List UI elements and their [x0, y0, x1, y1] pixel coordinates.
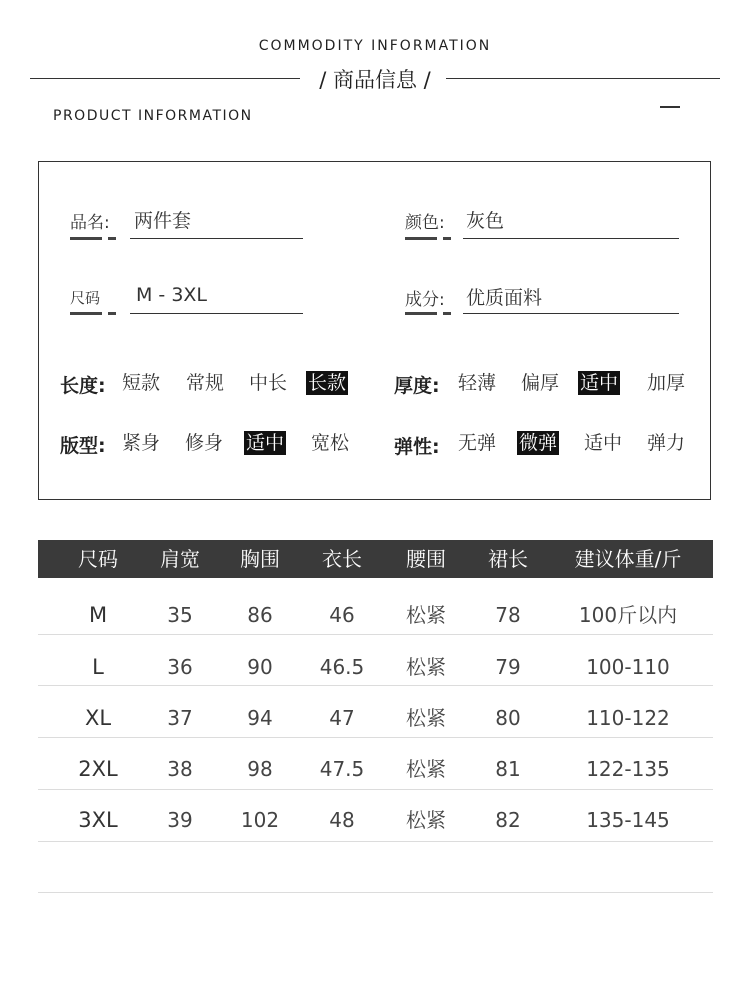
- length-option-short: 短款: [122, 372, 161, 394]
- table-cell-chest: 98: [247, 757, 273, 781]
- table-cell-weight: 100斤以内: [578, 603, 678, 627]
- elasticity-option-none: 无弹: [458, 432, 497, 454]
- table-cell-shoulder: 35: [167, 603, 193, 627]
- table-cell-skirt-length: 79: [495, 655, 521, 679]
- color-value: 灰色: [466, 210, 505, 232]
- table-cell-weight: 100-110: [586, 655, 670, 679]
- length-option-regular: 常规: [186, 372, 225, 394]
- table-row-divider: [38, 841, 713, 842]
- thickness-option-thin: 轻薄: [458, 372, 497, 394]
- name-underline: [130, 238, 303, 239]
- table-cell-chest: 94: [247, 706, 273, 730]
- color-label: 颜色:: [405, 213, 445, 233]
- table-cell-skirt-length: 80: [495, 706, 521, 730]
- thickness-option-thick: 加厚: [647, 372, 686, 394]
- size-table-header-shoulder: 肩宽: [160, 547, 200, 571]
- table-cell-waist: 松紧: [406, 706, 446, 730]
- thickness-option-thicker: 偏厚: [521, 372, 560, 394]
- length-option-mid: 中长: [249, 372, 288, 394]
- fit-option-slim: 修身: [185, 432, 224, 454]
- size-table-header-top-length: 衣长: [322, 547, 362, 571]
- table-row-divider: [38, 685, 713, 686]
- elasticity-label: 弹性:: [394, 436, 440, 458]
- size-value: M - 3XL: [136, 284, 208, 306]
- length-label: 长度:: [60, 375, 106, 397]
- size-label-mark: [70, 312, 102, 315]
- fit-option-loose: 宽松: [311, 432, 350, 454]
- header-divider-right: [446, 78, 720, 79]
- material-value: 优质面料: [466, 287, 543, 309]
- table-cell-waist: 松紧: [406, 808, 446, 832]
- size-table-header-weight: 建议体重/斤: [574, 547, 682, 571]
- name-label: 品名:: [70, 213, 110, 233]
- table-cell-shoulder: 36: [167, 655, 193, 679]
- table-cell-size: 2XL: [78, 757, 118, 781]
- table-cell-top-length: 48: [329, 808, 355, 832]
- material-label-mark: [405, 312, 437, 315]
- material-label: 成分:: [405, 290, 445, 310]
- name-value: 两件套: [134, 210, 192, 232]
- color-label-mark-short: [443, 237, 451, 240]
- table-cell-chest: 102: [240, 808, 280, 832]
- table-cell-weight: 122-135: [586, 757, 670, 781]
- table-cell-skirt-length: 78: [495, 603, 521, 627]
- table-cell-weight: 135-145: [586, 808, 670, 832]
- color-underline: [463, 238, 679, 239]
- table-cell-size: 3XL: [78, 808, 118, 832]
- table-cell-top-length: 47: [329, 706, 355, 730]
- header-divider-left: [30, 78, 300, 79]
- fit-option-regular: 适中: [246, 432, 285, 454]
- table-cell-chest: 90: [247, 655, 273, 679]
- table-cell-top-length: 47.5: [319, 757, 365, 781]
- table-cell-size: M: [88, 603, 108, 627]
- table-cell-top-length: 46: [329, 603, 355, 627]
- material-underline: [463, 313, 679, 314]
- table-cell-size: XL: [84, 706, 112, 730]
- table-cell-waist: 松紧: [406, 757, 446, 781]
- name-label-mark: [70, 237, 102, 240]
- table-row-divider: [38, 634, 713, 635]
- elasticity-option-medium: 适中: [584, 432, 623, 454]
- table-row-divider: [38, 892, 713, 893]
- size-underline: [130, 313, 303, 314]
- table-row-divider: [38, 789, 713, 790]
- size-table-header-size: 尺码: [78, 547, 118, 571]
- fit-label: 版型:: [60, 435, 106, 457]
- name-label-mark-short: [108, 237, 116, 240]
- size-label: 尺码: [70, 289, 101, 307]
- table-cell-chest: 86: [247, 603, 273, 627]
- length-option-long: 长款: [308, 372, 347, 394]
- commodity-info-title-en: COMMODITY INFORMATION: [258, 38, 492, 54]
- elasticity-option-slight: 微弹: [519, 432, 558, 454]
- size-table-header-skirt-length: 裙长: [488, 547, 528, 571]
- header-dash: [660, 106, 680, 108]
- table-row-divider: [38, 737, 713, 738]
- thickness-option-medium: 适中: [580, 372, 619, 394]
- table-cell-waist: 松紧: [406, 655, 446, 679]
- table-cell-shoulder: 39: [167, 808, 193, 832]
- table-cell-waist: 松紧: [406, 603, 446, 627]
- size-table-header-waist: 腰围: [406, 547, 446, 571]
- table-cell-skirt-length: 82: [495, 808, 521, 832]
- table-cell-size: L: [92, 655, 104, 679]
- material-label-mark-short: [443, 312, 451, 315]
- table-cell-shoulder: 37: [167, 706, 193, 730]
- size-label-mark-short: [108, 312, 116, 315]
- color-label-mark: [405, 237, 437, 240]
- table-cell-shoulder: 38: [167, 757, 193, 781]
- table-cell-skirt-length: 81: [495, 757, 521, 781]
- fit-option-tight: 紧身: [122, 432, 161, 454]
- thickness-label: 厚度:: [394, 375, 440, 397]
- table-cell-weight: 110-122: [586, 706, 670, 730]
- product-info-title: PRODUCT INFORMATION: [53, 108, 253, 124]
- size-table-header-chest: 胸围: [240, 547, 280, 571]
- commodity-info-title-cn: / 商品信息 /: [319, 68, 431, 92]
- elasticity-option-stretch: 弹力: [647, 432, 686, 454]
- table-cell-top-length: 46.5: [319, 655, 365, 679]
